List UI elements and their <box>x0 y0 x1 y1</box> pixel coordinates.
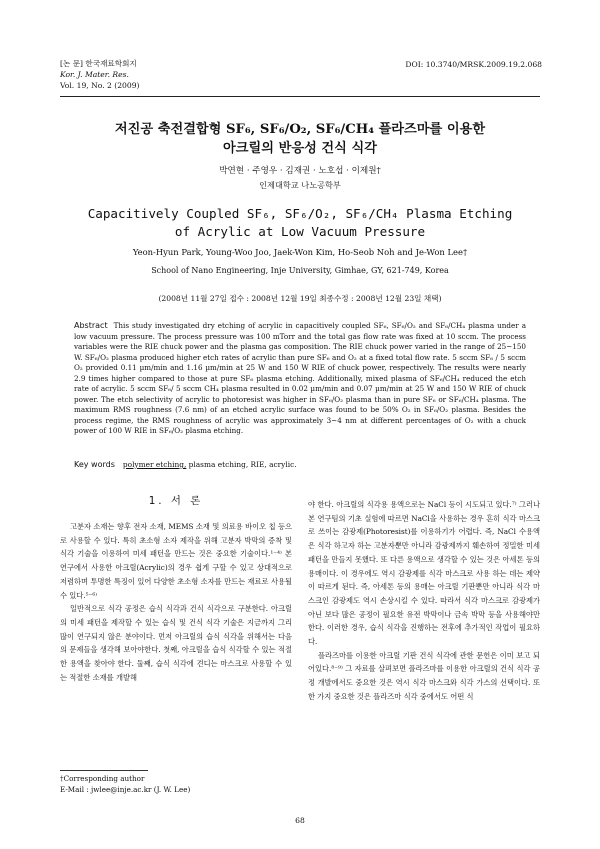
keywords <box>74 460 297 469</box>
journal-abbreviation: Kor. J. Mater. Res. <box>60 70 129 79</box>
korean-title-line1: 저진공 축전결합형 SF₆, SF₆/O₂, SF₆/CH₄ 플라즈마를 이용한 <box>114 122 486 137</box>
footnote-rule <box>60 770 148 771</box>
english-authors: Yeon-Hyun Park, Young-Woo Joo, Jaek-Won Kim, Ho-Seob Noh and Je-Won Lee† <box>132 247 468 257</box>
keyword-link[interactable]: polymer etching, <box>122 460 187 469</box>
received-dates: (2008년 11월 27일 접수 : 2008년 12월 19일 최종수정 : 2008년 12월 23일 채택) <box>158 294 442 303</box>
paragraph: 플라즈마를 이용한 아크릴 기판 건식 식각에 관한 문헌은 이미 보고 되어있다.⁸⁻⁹⁾ 그 자료를 살펴보면 플라즈마를 이용한 아크릴의 건식 식각 공정 개발에서도 중요한 것은 역시 식각 마스크와 식각 가스의 선택이다. 또 한 가지 중요한 것은 플라즈마 식각 중에서도 어떤 식 <box>308 650 540 701</box>
paragraph: 고분자 소재는 향후 전자 소재, MEMS 소재 및 의료용 바이오 칩 등으로 사용할 수 있다. 특히 초소형 소자 제작을 위해 고분자 박막의 증착 및 식각 기술을 이용하여 미세 패턴을 만드는 것은 중요한 기술이다.¹⁻⁴⁾ 본 연구에서 사용한 아크릴(Acrylic)의 경우 쉽게 구할 수 있고 상대적으로 저렴하며 투명한 특징이 있어 다양한 초소형 소자를 만드는 재료로 사용될 수 있다.⁵⁻⁶⁾ <box>60 522 292 600</box>
abstract-label: Abstract <box>74 321 108 330</box>
english-title-line1: Capacitively Coupled SF₆, SF₆/O₂, SF₆/CH₄ Plasma Etching <box>87 206 513 221</box>
english-title-line2: of Acrylic at Low Vacuum Pressure <box>174 224 426 239</box>
paragraph: 야 한다. 아크릴의 식각용 용액으로는 NaCl 등이 시도되고 있다.⁷⁾ 그러나 본 연구팀의 기초 실험에 따르면 NaCl을 사용하는 경우 흔히 식각 마스크로 쓰이는 감광제(Photoresist)를 이용하기가 어렵다. 즉, NaCl 수용액은 식각 하고자 하는 고분자뿐만 아니라 감광제까지 훼손하여 정밀한 미세 패턴을 만들지 못했다. 또 다른 용액으로 생각할 수 있는 것은 아세톤 등의 용매이다. 이 경우에도 역시 감광제를 식각 마스크로 사용 하는 데는 제약이 따르게 된다. 즉, 아세톤 등의 용매는 아크릴 기판뿐만 아니라 식각 마스크인 감광제도 역시 손상시킬 수 있다. 따라서 식각 마스크로 감광제가 아닌 보다 많은 공정이 필요한 유전 박막이나 금속 박막 등을 사용해야만 한다. 이러한 경우, 습식 식각을 진행하는 전후에 추가적인 작업이 필요하다. <box>308 500 540 647</box>
journal-header <box>60 58 140 91</box>
korean-title <box>60 120 540 158</box>
korean-title-line2: 아크릴의 반응성 건식 식각 <box>223 141 377 156</box>
doi: DOI: 10.3740/MRSK.2009.19.2.068 <box>405 60 542 69</box>
author-email[interactable]: E-Mail : jwlee@inje.ac.kr (J. W. Lee) <box>60 784 191 794</box>
korean-affiliation: 인제대학교 나노공학부 <box>259 180 341 190</box>
header-rule <box>60 96 540 97</box>
right-column <box>308 498 540 704</box>
section-title-introduction: 1. 서 론 <box>148 495 204 507</box>
footnote <box>60 774 190 795</box>
volume-info: Vol. 19, No. 2 (2009) <box>60 81 140 90</box>
page-number: 68 <box>295 816 305 825</box>
english-title <box>60 205 540 241</box>
corresponding-author: †Corresponding author <box>60 774 145 783</box>
keywords-rest: plasma etching, RIE, acrylic. <box>186 460 297 469</box>
abstract-text: This study investigated dry etching of acrylic in capacitively coupled SF₆, SF₆/O₂ and SF₆/CH₄ plasma under a low vacuum pressure. The process pressure was 100 mTorr and the total gas flow rate was fixed at 10 sccm. The process variables were the RIE chuck power and the plasma gas composition. The RIE chuck power varied in the range of 25~150 W. SF₆/O₂ plasma produced higher etch rates of acrylic than pure SF₆ and O₂ at a fixed total flow rate. 5 sccm SF₆ / 5 sccm O₂ provided 0.11 µm/min and 1.16 µm/min at 25 W and 150 W RIE of chuck power, respectively. The results were nearly 2.9 times higher compared to those at pure SF₆ plasma etching. Additionally, mixed plasma of SF₆/CH₄ reduced the etch rate of acrylic. 5 sccm SF₆/ 5 sccm CH₄ plasma resulted in 0.02 µm/min and 0.07 µm/min at 25 W and 150 W RIE of chuck power. The etch selectivity of acrylic to photoresist was higher in SF₆/O₂ plasma than in pure SF₆ or SF₆/CH₄ plasma. The maximum RMS roughness (7.6 nm) of an etched acrylic surface was found to be 50% O₂ in SF₆/O₂ plasma. Besides the process regime, the RMS roughness of acrylic was approximately 3~4 nm at different percentages of O₂ with a chuck power of 100 W RIE in SF₆/O₂ plasma etching. <box>74 321 526 436</box>
abstract <box>74 321 526 437</box>
left-column <box>60 520 292 684</box>
english-affiliation: School of Nano Engineering, Inje University, Gimhae, GY, 621-749, Korea <box>151 266 449 275</box>
korean-authors: 박연현 · 주영우 · 김재권 · 노호섭 · 이제원† <box>219 166 381 176</box>
keywords-label: Key words <box>74 460 115 469</box>
paragraph: 일반적으로 식각 공정은 습식 식각과 건식 식각으로 구분한다. 아크릴의 미세 패턴을 제작할 수 있는 습식 및 건식 식각 기술은 지금까지 그리 많이 연구되지 않은 분야이다. 먼저 아크릴의 습식 식각을 위해서는 다음의 문제들을 생각해 보아야한다. 첫째, 아크릴을 습식 식각할 수 있는 적절한 용액을 찾아야 한다. 둘째, 습식 식각에 견디는 마스크로 사용할 수 있는 적절한 소재를 개발해 <box>60 604 292 682</box>
journal-korean-name: [논 문] 한국재료학회지 <box>60 59 137 68</box>
